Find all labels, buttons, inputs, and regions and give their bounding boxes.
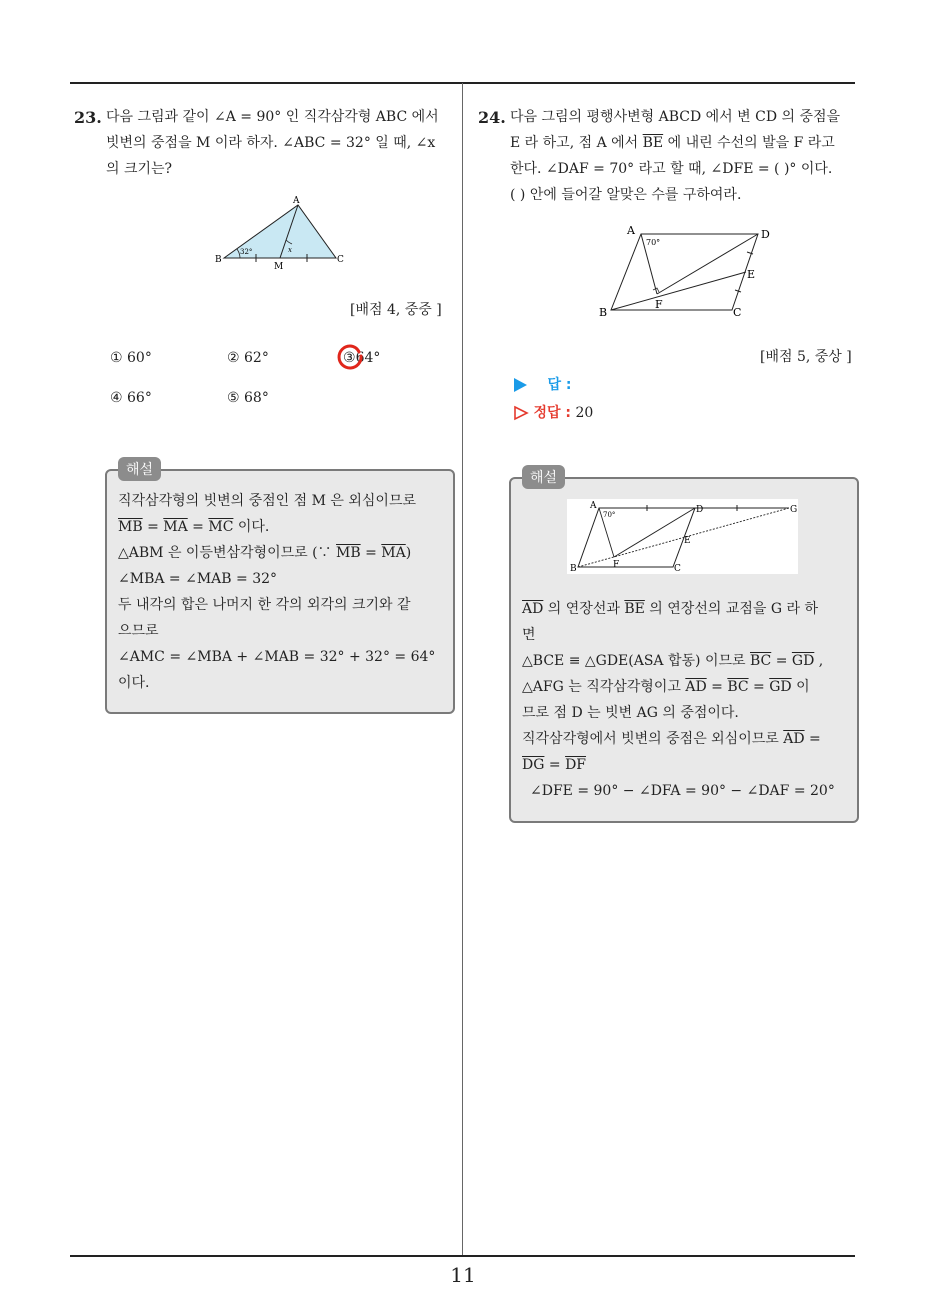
segment-label: $\overline{BE}$	[642, 135, 664, 151]
segment-be	[611, 272, 746, 310]
question-line: 다음 그림과 같이 ∠A = 90° 인 직각삼각형 ABC 에서	[106, 109, 439, 125]
choice-1[interactable]	[110, 350, 152, 366]
question-line: 한다. ∠DAF = 70° 라고 할 때, ∠DFE = ( )° 이다.	[510, 161, 833, 177]
page-number: 11	[450, 1263, 476, 1287]
explanation-line: ∠MBA = ∠MAB = 32°	[118, 571, 278, 587]
choice-2[interactable]	[227, 350, 269, 366]
label-angle-32: 32°	[240, 248, 253, 256]
segment-label: $\overline{AD}$	[783, 731, 805, 747]
selected-answer-circle-icon	[335, 343, 365, 373]
answer-row	[513, 374, 571, 394]
text: 에 내린 수선의 발을 F 라고	[663, 135, 835, 151]
correct-answer-label: 정답 :	[533, 405, 571, 421]
score-label: [배점 4, 중중 ]	[350, 302, 442, 318]
segment-label: $\overline{MA}$	[163, 519, 188, 535]
text: =	[187, 519, 209, 535]
choice-value: 64°	[355, 350, 381, 366]
text: 의 연장선과	[543, 601, 625, 617]
label-a: A	[293, 196, 300, 206]
question-line: 빗변의 중점을 M 이라 하자. ∠ABC = 32° 일 때, ∠x	[106, 135, 436, 151]
explanation-line: 직각삼각형의 빗변의 중점인 점 M 은 외심이므로	[118, 493, 416, 509]
choice-mark: ①	[110, 350, 123, 366]
explanation-line	[522, 596, 852, 622]
choice-mark: ②	[227, 350, 240, 366]
text: )	[405, 545, 412, 561]
label-b: B	[215, 255, 222, 265]
explanation-line	[522, 648, 852, 674]
label-x: x	[288, 246, 292, 254]
segment-label: $\overline{BE}$	[624, 601, 645, 617]
text: △AFG 는 직각삼각형이고	[522, 679, 686, 695]
segment-label: $\overline{AD}$	[522, 601, 544, 617]
segment-label: $\overline{MB}$	[336, 545, 361, 561]
explanation-line: 면	[522, 627, 536, 643]
label-g: G	[790, 505, 798, 515]
question-line	[510, 130, 860, 156]
question-line: 의 크기는?	[106, 161, 173, 177]
question-number: 24.	[478, 108, 506, 127]
segment-label: $\overline{DF}$	[565, 757, 587, 773]
choice-value: 62°	[244, 350, 269, 366]
column-divider	[462, 83, 463, 1256]
choice-5[interactable]	[227, 390, 269, 406]
triangle-figure	[210, 192, 350, 272]
label-angle-70: 70°	[646, 238, 661, 247]
segment-label: $\overline{BC}$	[749, 653, 772, 669]
segment-label: $\overline{MB}$	[118, 519, 143, 535]
bottom-rule	[70, 1255, 855, 1257]
segment-label: $\overline{MC}$	[208, 519, 234, 535]
explanation-tag: 해설	[118, 457, 161, 481]
choice-value: 60°	[127, 350, 152, 366]
explanation-line: 두 내각의 합은 나머지 한 각의 외각의 크기와 같	[118, 597, 411, 613]
label-d: D	[696, 505, 704, 515]
text: =	[142, 519, 164, 535]
text: E 라 하고, 점 A 에서	[510, 135, 643, 151]
choice-mark: ⑤	[227, 390, 240, 406]
text: △BCE ≡ △GDE(ASA 합동) 이므로	[522, 653, 750, 669]
score-label: [배점 5, 중상 ]	[760, 349, 852, 365]
label-m: M	[274, 262, 284, 272]
label-b: B	[570, 564, 577, 574]
segment-label: $\overline{DG}$	[522, 757, 545, 773]
answer-label: 답 :	[547, 377, 572, 393]
choice-mark: ③	[343, 350, 356, 366]
label-a: A	[627, 224, 635, 237]
text: =	[544, 757, 566, 773]
choice-4[interactable]	[110, 390, 152, 406]
explanation-line: 므로 점 D 는 빗변 AG 의 중점이다.	[522, 705, 739, 721]
segment-label: $\overline{AD}$	[685, 679, 707, 695]
explanation-line	[522, 752, 852, 778]
segment-label: $\overline{MA}$	[381, 545, 406, 561]
text: =	[804, 731, 821, 747]
label-c: C	[733, 306, 742, 319]
parallelogram-figure	[595, 222, 780, 322]
correct-answer-value: 20	[575, 405, 594, 421]
label-e: E	[747, 268, 756, 281]
explanation-figure	[567, 499, 798, 574]
choice-value: 68°	[244, 390, 269, 406]
text: 이다.	[233, 519, 270, 535]
explanation-line	[118, 514, 448, 540]
label-e: E	[684, 536, 691, 546]
explanation-line: ∠DFE = 90° − ∠DFA = 90° − ∠DAF = 20°	[530, 783, 835, 799]
segment-label: $\overline{GD}$	[791, 653, 815, 669]
segment-label: $\overline{GD}$	[769, 679, 792, 695]
explanation-line	[522, 726, 852, 752]
text: =	[706, 679, 728, 695]
label-a: A	[590, 501, 597, 511]
explanation-line: ∠AMC = ∠MBA + ∠MAB = 32° + 32° = 64°	[118, 649, 436, 665]
play-arrow-icon	[513, 377, 529, 393]
text: =	[771, 653, 792, 669]
label-f: F	[613, 560, 620, 570]
question-line: ( ) 안에 들어갈 알맞은 수를 구하여라.	[510, 187, 742, 203]
label-f: F	[655, 298, 663, 311]
explanation-text	[522, 596, 852, 804]
text: ,	[814, 653, 824, 669]
outline-arrow-icon	[513, 405, 529, 421]
explanation-line: 으므로	[118, 623, 159, 639]
explanation-tag: 해설	[522, 465, 565, 489]
explanation-line	[522, 674, 852, 700]
question-text	[510, 104, 860, 208]
question-line: 다음 그림의 평행사변형 ABCD 에서 변 CD 의 중점을	[510, 109, 841, 125]
explanation-line	[118, 540, 448, 566]
question-number: 23.	[74, 108, 102, 127]
text: 이	[791, 679, 810, 695]
text: =	[360, 545, 382, 561]
label-d: D	[761, 228, 770, 241]
text: =	[748, 679, 770, 695]
label-b: B	[599, 306, 608, 319]
label-c: C	[337, 255, 344, 265]
label-angle-70: 70°	[603, 511, 616, 519]
text: △ABM 은 이등변삼각형이므로 (∵	[118, 545, 337, 561]
question-text	[106, 104, 456, 182]
text: 직각삼각형에서 빗변의 중점은 외심이므로	[522, 731, 784, 747]
choice-value: 66°	[127, 390, 152, 406]
text: 의 연장선의 교점을 G 라 하	[644, 601, 818, 617]
label-c: C	[674, 564, 681, 574]
parallelogram-abcd	[611, 234, 758, 310]
segment-label: $\overline{BC}$	[727, 679, 749, 695]
segment-df	[657, 234, 758, 294]
correct-answer-row	[513, 402, 593, 422]
explanation-text	[118, 488, 448, 696]
explanation-line: 이다.	[118, 675, 150, 691]
choice-mark: ④	[110, 390, 123, 406]
